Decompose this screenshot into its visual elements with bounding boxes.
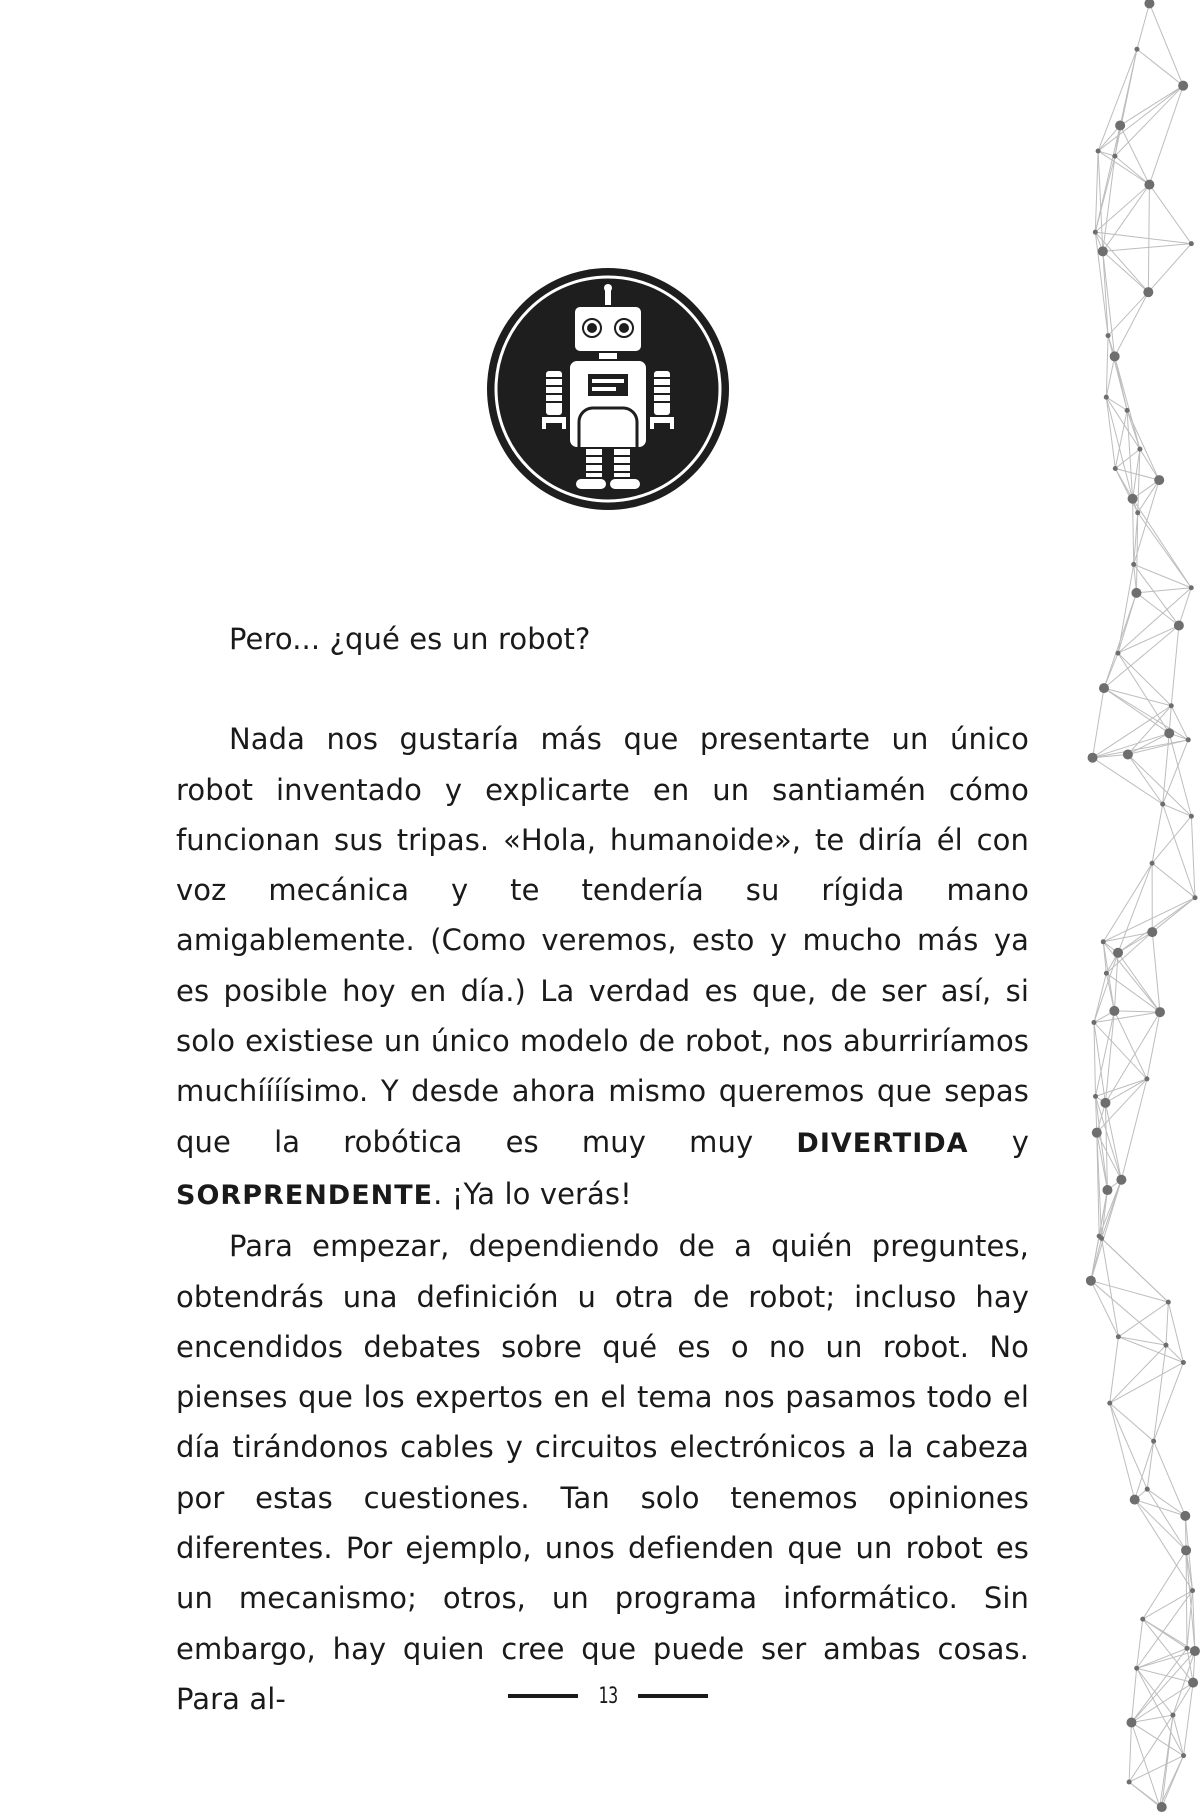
footer-rule-right	[638, 1694, 708, 1698]
paragraph-1-text: Nada nos gustaría más que presentarte un único robot inventado y explicarte en un santiamén cómo funcionan sus tripas. «Hola, humanoide», te diría él con voz mecánica y te tendería su rígida mano amigablemente. (Como veremos, esto y mucho más ya es posible hoy en día.) La verdad es que, de ser así, si solo existiese un único modelo de robot, nos aburriríamos muchíííísimo. Y desde ahora mismo queremos que sepas que la robótica es muy muy	[176, 722, 1029, 1159]
body-text	[176, 614, 1029, 1724]
network-pattern-icon	[1086, 0, 1200, 1820]
highlight-divertida: DIVERTIDA	[796, 1127, 969, 1159]
page-number: 13	[598, 1683, 618, 1709]
paragraph-1	[176, 714, 1029, 1221]
page-footer	[508, 1676, 708, 1716]
paragraph-1-ending: . ¡Ya lo verás!	[433, 1176, 632, 1211]
highlight-sorprendente: SORPRENDENTE	[176, 1179, 434, 1211]
robot-emblem-icon	[485, 266, 731, 512]
question-heading: Pero... ¿qué es un robot?	[229, 622, 591, 656]
connector-word: y	[1011, 1124, 1029, 1159]
paragraph-2: Para empezar, dependiendo de a quién preguntes, obtendrás una definición u otra de robot; incluso hay encendidos debates sobre qué es o no un robot. No pienses que los expertos en el tema nos pasamos todo el día tirándonos cables y circuitos electrónicos a la cabeza por estas cuestiones. Tan solo tenemos opiniones diferentes. Por ejemplo, unos defienden que un robot es un mecanismo; otros, un programa informático. Sin embargo, hay quien cree que puede ser ambas cosas. Para al-	[176, 1229, 1029, 1716]
footer-rule-left	[508, 1694, 578, 1698]
